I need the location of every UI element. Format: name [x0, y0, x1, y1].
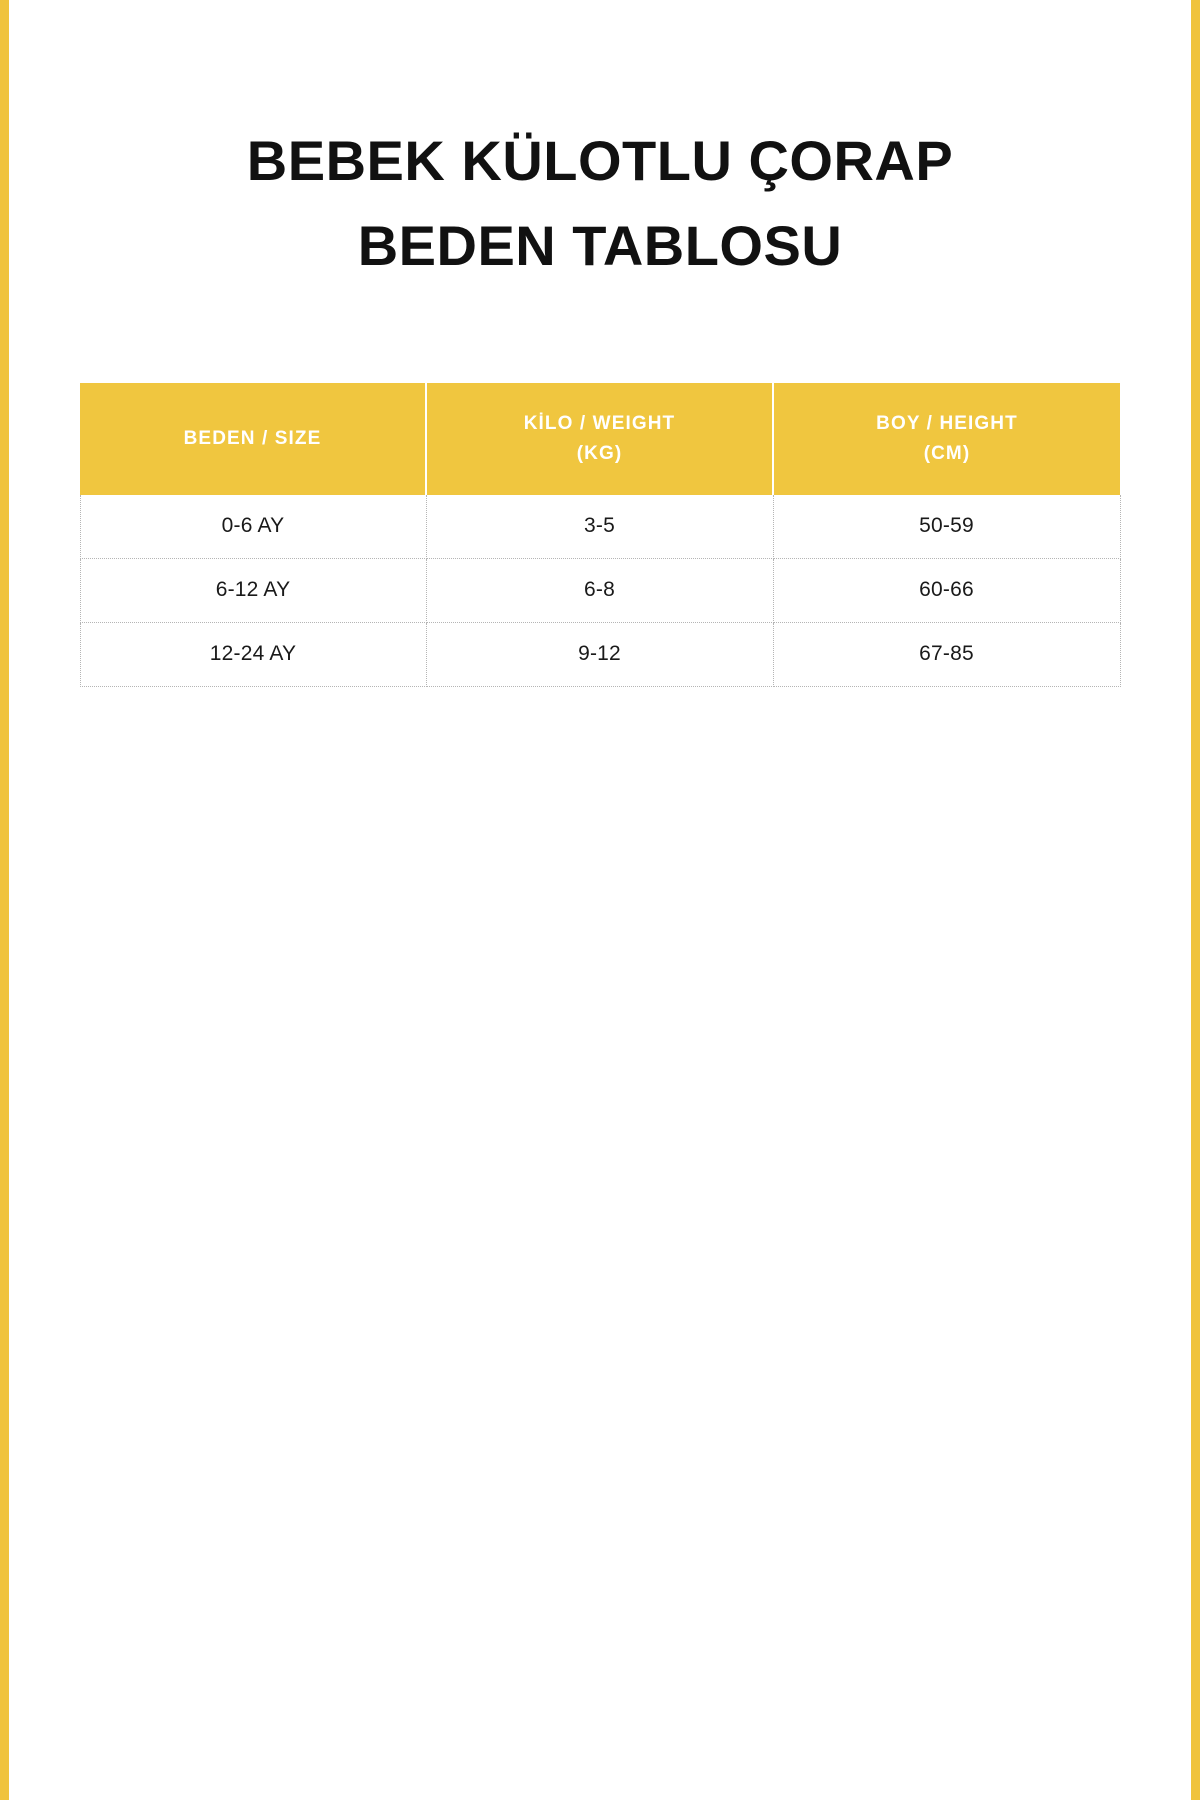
- cell-weight: 6-8: [426, 559, 773, 623]
- table-header-cell-weight: [426, 383, 773, 495]
- cell-size: 12-24 AY: [80, 623, 426, 687]
- table-row: [80, 559, 1120, 623]
- page-content: [9, 0, 1191, 687]
- table-header: [80, 383, 1120, 495]
- table-row: [80, 495, 1120, 559]
- table-header-cell-size: [80, 383, 426, 495]
- table-row: [80, 623, 1120, 687]
- cell-height: 60-66: [773, 559, 1120, 623]
- table-header-row: [80, 383, 1120, 495]
- table-header-cell-height: [773, 383, 1120, 495]
- size-chart-table: [80, 383, 1121, 687]
- page-title-line-1: BEBEK KÜLOTLU ÇORAP: [246, 129, 954, 192]
- cell-size: 6-12 AY: [80, 559, 426, 623]
- table-header-size-label: BEDEN / SIZE: [183, 427, 322, 449]
- table-header-weight-label: KİLO / WEIGHT: [523, 413, 676, 435]
- cell-size: 0-6 AY: [80, 495, 426, 559]
- page-title: [37, 118, 1163, 288]
- page-title-line-2: BEDEN TABLOSU: [357, 214, 843, 278]
- cell-height: 67-85: [773, 623, 1120, 687]
- cell-weight: 9-12: [426, 623, 773, 687]
- table-header-weight-unit: (KG): [576, 442, 623, 464]
- table-header-height-unit: (CM): [923, 442, 971, 464]
- size-table-wrapper: [37, 383, 1163, 687]
- table-header-height-label: BOY / HEIGHT: [876, 413, 1018, 435]
- table-body: [80, 495, 1120, 687]
- cell-height: 50-59: [773, 495, 1120, 559]
- cell-weight: 3-5: [426, 495, 773, 559]
